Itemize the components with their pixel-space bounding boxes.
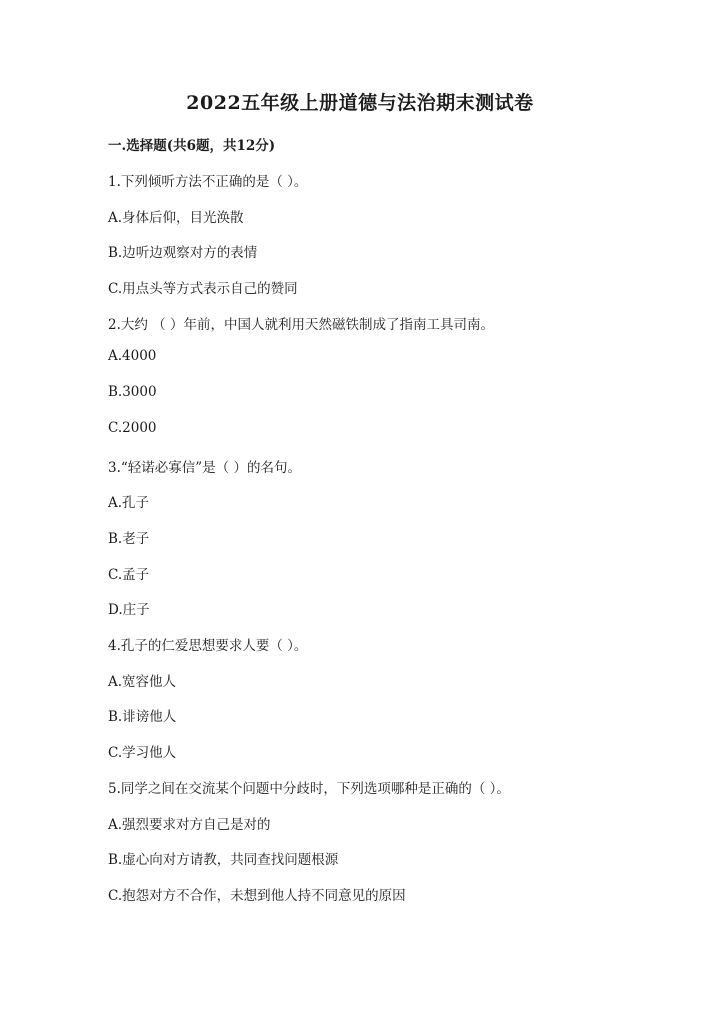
question-5-option-b: B.虚心向对方请教，共同查找问题根源 xyxy=(108,852,339,868)
question-5-stem: 5.同学之间在交流某个问题中分歧时，下列选项哪种是正确的（ ）。 xyxy=(108,781,510,797)
question-1-option-b: B.边听边观察对方的表情 xyxy=(108,245,258,261)
question-3-option-d: D.庄子 xyxy=(108,602,150,618)
question-2-stem: 2.大约 （ ）年前，中国人就利用天然磁铁制成了指南工具司南。 xyxy=(108,317,494,333)
section-heading: 一.选择题(共6题，共12分) xyxy=(108,138,276,154)
question-4-option-a: A.宽容他人 xyxy=(108,674,177,690)
question-5-option-a: A.强烈要求对方自己是对的 xyxy=(108,817,271,833)
question-1-option-c: C.用点头等方式表示自己的赞同 xyxy=(108,281,298,297)
question-3-option-b: B.老子 xyxy=(108,531,150,547)
question-2-option-a: A.4000 xyxy=(108,348,157,364)
question-4-option-b: B.诽谤他人 xyxy=(108,709,177,725)
question-4-option-c: C.学习他人 xyxy=(108,745,177,761)
question-2-option-c: C.2000 xyxy=(108,420,157,436)
question-3-stem: 3.“轻诺必寡信”是（ ）的名句。 xyxy=(108,460,301,476)
page-title: 2022五年级上册道德与法治期末测试卷 xyxy=(186,92,534,114)
question-1-stem: 1.下列倾听方法不正确的是（ ）。 xyxy=(108,174,308,190)
question-3-option-a: A.孔子 xyxy=(108,495,150,511)
question-2-option-b: B.3000 xyxy=(108,384,157,400)
question-3-option-c: C.孟子 xyxy=(108,567,150,583)
question-4-stem: 4.孔子的仁爱思想要求人要（ ）。 xyxy=(108,638,308,654)
question-1-option-a: A.身体后仰，目光涣散 xyxy=(108,210,244,226)
question-5-option-c: C.抱怨对方不合作，未想到他人持不同意见的原因 xyxy=(108,888,406,904)
